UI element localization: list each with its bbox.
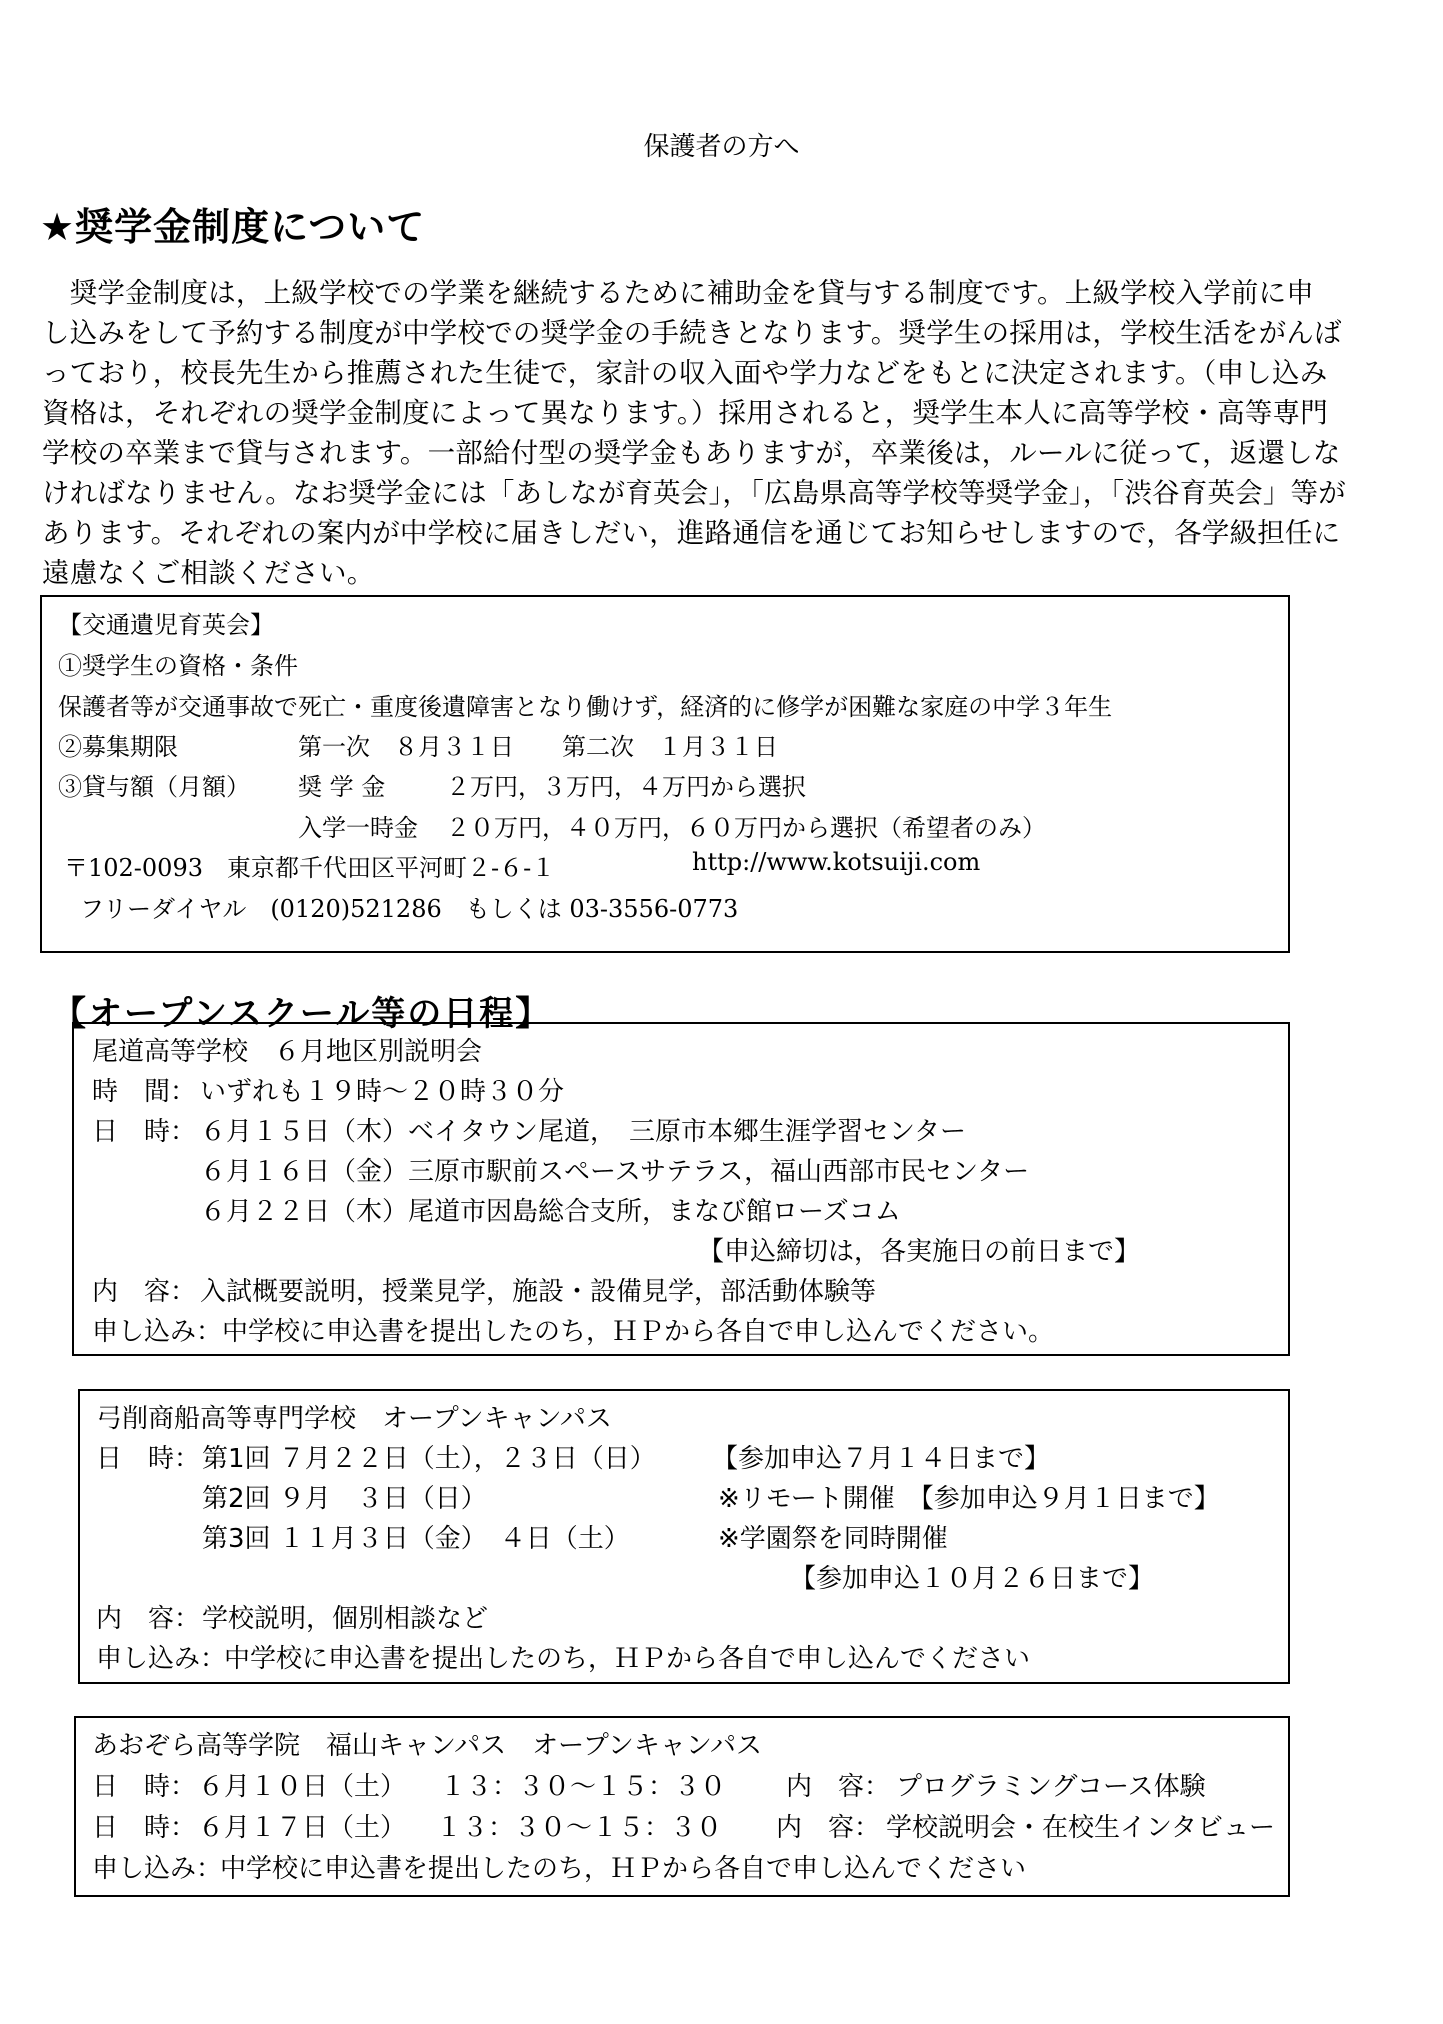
kotsu-item3-row2-value: ２０万円，４０万円，６０万円から選択（希望者のみ） [446,814,1046,842]
onomichi-deadline: 【申込締切は，各実施日の前日まで】 [698,1237,1141,1267]
onomichi-apply-label: 申し込み： [92,1317,223,1347]
kotsu-item1-label: ①奨学生の資格・条件 [58,652,298,680]
onomichi-date-label: 日 時： [92,1117,197,1147]
kotsu-item2-label: ②募集期限 [58,733,178,761]
onomichi-time-label: 時 間： [92,1077,197,1107]
aozora-date-label-2: 日 時： [92,1813,197,1843]
scholarship-paragraph-line: 奨学金制度は，上級学校での学業を継続するために補助金を貸与する制度です。上級学校入学前に申 [42,277,1314,309]
yuge-row-3: 第3回 １１月３日（金） ４日（土） [202,1524,630,1554]
aozora-row-2-date: ６月１７日（土） [198,1813,407,1843]
aozora-row-2-time: １３：３０～１５：３０ [436,1813,723,1843]
scholarship-title: ★奨学金制度について [40,205,426,249]
page-greeting: 保護者の方へ [643,132,800,162]
yuge-row-3-note: ※学園祭を同時開催 [718,1524,948,1554]
kotsu-heading: 【交通遺児育英会】 [58,611,274,639]
aozora-row-2-content-label: 内 容： [776,1813,881,1843]
aozora-title: あおぞら高等学院 福山キャンパス オープンキャンパス [92,1731,763,1761]
yuge-content-label: 内 容： [96,1604,201,1634]
aozora-row-2-content: 学校説明会・在校生インタビュー [886,1813,1275,1843]
onomichi-date-3: ６月２２日（木）尾道市因島総合支所，まなび館ローズコム [200,1197,901,1227]
kotsu-item3-row1-name: 奨 学 金 [298,773,386,801]
yuge-row-1: 第1回 ７月２２日（土），２３日（日） [202,1444,656,1474]
aozora-apply-value: 中学校に申込書を提出したのち，ＨＰから各自で申し込んでください [220,1854,1027,1884]
yuge-row-3-note-2: 【参加申込１０月２６日まで】 [790,1564,1155,1594]
yuge-title: 弓削商船高等専門学校 オープンキャンパス [96,1404,612,1434]
onomichi-content-label: 内 容： [92,1277,197,1307]
yuge-row-1-note: 【参加申込７月１４日まで】 [712,1444,1051,1474]
scholarship-paragraph-line: し込みをして予約する制度が中学校での奨学金の手続きとなります。奨学生の採用は，学校生活をがんば [42,317,1342,349]
kotsu-address: 〒102-0093 東京都千代田区平河町２-６-１ [64,854,556,882]
aozora-row-1-content-label: 内 容： [786,1772,891,1802]
scholarship-paragraph-line: あります。それぞれの案内が中学校に届きしだい，進路通信を通じてお知らせしますので，各学級担任に [42,517,1341,549]
kotsu-item3-label: ③貸与額（月額） [58,773,250,801]
kotsu-item3-row1-value: ２万円，３万円，４万円から選択 [446,773,806,801]
scholarship-paragraph-line: 遠慮なくご相談ください。 [42,557,375,589]
kotsu-item3-row2-name: 入学一時金 [298,814,418,842]
aozora-date-label: 日 時： [92,1772,197,1802]
kotsu-phone: フリーダイヤル (0120)521286 もしくは 03-3556-0773 [80,895,739,923]
scholarship-paragraph-line: っており，校長先生から推薦された生徒で，家計の収入面や学力などをもとに決定されます。（申し込み [42,357,1328,389]
kotsu-url-link[interactable]: http://www.kotsuiji.com [692,848,981,876]
onomichi-apply-value: 中学校に申込書を提出したのち，ＨＰから各自で申し込んでください。 [222,1317,1055,1347]
aozora-row-1-date: ６月１０日（土） [198,1772,407,1802]
onomichi-content-value: 入試概要説明，授業見学，施設・設備見学，部活動体験等 [200,1277,877,1307]
onomichi-time-value: いずれも１９時～２０時３０分 [200,1077,565,1107]
scholarship-paragraph-line: 資格は，それぞれの奨学金制度によって異なります。）採用されると，奨学生本人に高等学校・高等専門 [42,397,1328,429]
aozora-row-1-content: プログラミングコース体験 [896,1772,1206,1802]
yuge-apply-label: 申し込み： [96,1644,227,1674]
onomichi-title: 尾道高等学校 ６月地区別説明会 [92,1037,483,1067]
aozora-apply-label: 申し込み： [92,1854,223,1884]
kotsu-item1-text: 保護者等が交通事故で死亡・重度後遺障害となり働けず，経済的に修学が困難な家庭の中学３年生 [58,693,1113,721]
scholarship-paragraph-line: 学校の卒業まで貸与されます。一部給付型の奨学金もありますが，卒業後は，ルールに従って，返還しな [42,437,1341,469]
onomichi-date-2: ６月１６日（金）三原市駅前スペースサテラス，福山西部市民センター [200,1157,1030,1187]
scholarship-paragraph-line: ければなりません。なお奨学金には「あしなが育英会」，「広島県高等学校等奨学金」，「渋谷育英会」等が [42,477,1346,509]
kotsu-item2-value: 第一次 ８月３１日 第二次 １月３１日 [298,733,778,761]
yuge-apply-value: 中学校に申込書を提出したのち，ＨＰから各自で申し込んでください [224,1644,1031,1674]
yuge-date-label: 日 時： [96,1444,201,1474]
aozora-row-1-time: １３：３０～１５：３０ [440,1772,727,1802]
onomichi-date-1: ６月１５日（木）ベイタウン尾道， 三原市本郷生涯学習センター [200,1117,966,1147]
yuge-content-value: 学校説明，個別相談など [202,1604,489,1634]
yuge-row-2-note: ※リモート開催 【参加申込９月１日まで】 [718,1484,1220,1514]
yuge-row-2: 第2回 ９月 ３日（日） [202,1484,487,1514]
schedule-title: 【オープンスクール等の日程】 [52,994,552,1034]
